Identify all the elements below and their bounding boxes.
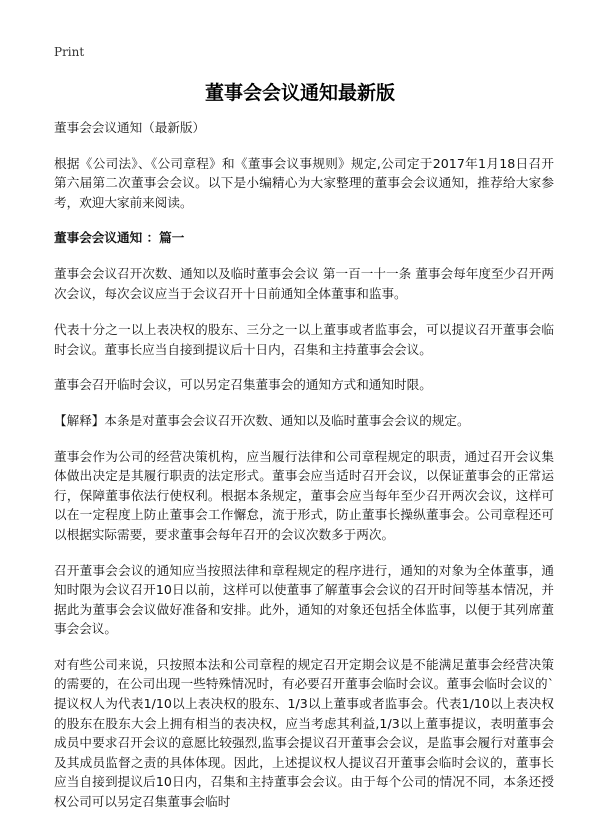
article-paragraph: 代表十分之一以上表决权的股东、三分之一以上董事或者监事会，可以提议召开董事会临时会议。董事长应当自接到提议后十日内，召集和主持董事会会议。 — [54, 322, 554, 357]
section-heading: 董事会会议通知 ：篇一 — [54, 230, 185, 246]
print-link[interactable]: Print — [54, 45, 85, 59]
subtitle-paragraph: 董事会会议通知（最新版） — [54, 120, 206, 135]
explanation-paragraph: 召开董事会会议的通知应当按照法律和章程规定的程序进行，通知的对象为全体董事，通知时限为会议召开10日以前，这样可以使董事了解董事会会议的召开时间等基本情况，并据此为董事会会议做好准备和安排。此外，通知的对象还包括全体监事，以便于其列席董事会会议。 — [54, 562, 554, 637]
document-title: 董事会会议通知最新版 — [204, 82, 395, 104]
intro-paragraph: 根据《公司法》、《公司章程》和《董事会议事规则》规定,公司定于2017年1月18日召开第六届第二次董事会会议。以下是小编精心为大家整理的董事会会议通知，推荐给大家参考，欢迎大家前来阅读。 — [54, 155, 554, 210]
document-body — [54, 118, 554, 812]
article-paragraph: 董事会召开临时会议，可以另定召集董事会的通知方式和通知时限。 — [54, 377, 432, 393]
explanation-paragraph: 董事会作为公司的经营决策机构，应当履行法律和公司章程规定的职责，通过召开会议集体做出决定是其履行职责的法定形式。董事会应当适时召开会议，以保证董事会的正常运行，保障董事依法行使权利。根据本条规定，董事会应当每年至少召开两次会议，这样可以在一定程度上防止董事会工作懈怠，流于形式，防止董事长操纵董事会。公司章程还可以根据实际需要，要求董事会每年召开的会议次数多于两次。 — [54, 448, 554, 542]
explanation-paragraph: 【解释】本条是对董事会会议召开次数、通知以及临时董事会会议的规定。 — [54, 412, 470, 428]
article-paragraph: 董事会会议召开次数、通知以及临时董事会会议 第一百一十一条 董事会每年度至少召开两次会议，每次会议应当于会议召开十日前通知全体董事和监事。 — [54, 265, 554, 301]
explanation-paragraph: 对有些公司来说，只按照本法和公司章程的规定召开定期会议是不能满足董事会经营决策的需要的，在公司出现一些特殊情况时，有必要召开董事会临时会议。董事会临时会议的`提议权人为代表1/10以上表决权的股东、1/3以上董事或者监事会。代表1/10以上表决权的股东在股东大会上拥有相当的表决权，应当考虑其利益,1/3以上董事提议，表明董事会成员中要求召开会议的意愿比较强烈,监事会提议召开董事会会议，是监事会履行对董事会及其成员监督之责的具体体现。因此，上述提议权人提议召开董事会临时会议的，董事长应当自接到提议后10日内，召集和主持董事会会议。由于每个公司的情况不同，本条还授权公司可以另定召集董事会临时 — [54, 656, 554, 810]
